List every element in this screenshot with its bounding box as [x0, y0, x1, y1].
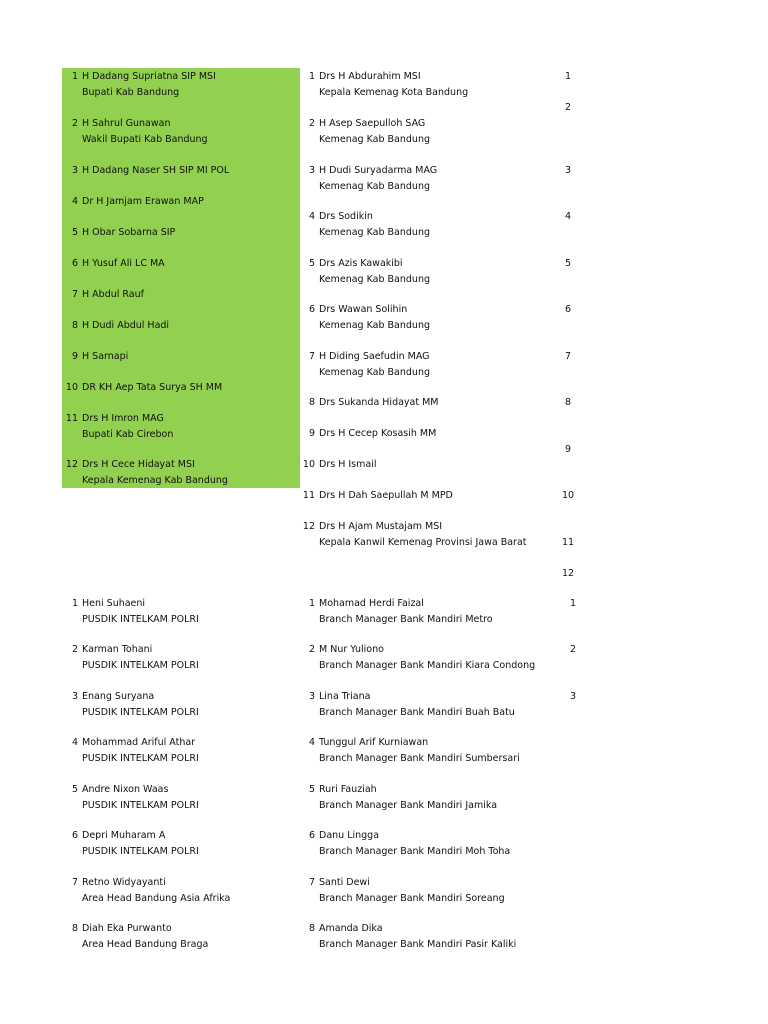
entry-title: PUSDIK INTELKAM POLRI — [82, 846, 199, 857]
entry-name: H Obar Sobarna SIP — [82, 227, 176, 238]
entry-title: Kemenag Kab Bandung — [319, 134, 430, 145]
entry-name: Karman Tohani — [82, 644, 153, 655]
entry-name: Danu Lingga — [319, 830, 380, 841]
column-number: 2 — [564, 102, 572, 113]
entry-name: H Dadang Supriatna SIP MSI — [82, 71, 216, 82]
column-number: 7 — [564, 351, 572, 362]
column-number: 3 — [569, 691, 577, 702]
entry-number: 10 — [302, 459, 315, 470]
entry-number: 1 — [308, 598, 315, 609]
entry-title: Branch Manager Bank Mandiri Pasir Kaliki — [319, 939, 517, 950]
entry-title: Branch Manager Bank Mandiri Jamika — [319, 800, 498, 811]
entry-number: 4 — [308, 211, 315, 222]
entry-name: H Dudi Abdul Hadi — [82, 320, 170, 331]
entry-title: Branch Manager Bank Mandiri Soreang — [319, 893, 505, 904]
entry-title: Area Head Bandung Asia Afrika — [82, 893, 231, 904]
entry-name: Drs H Cecep Kosasih MM — [319, 428, 437, 439]
entry-number: 4 — [71, 737, 78, 748]
entry-name: Lina Triana — [319, 691, 371, 702]
entry-number: 4 — [71, 196, 78, 207]
entry-name: Ruri Fauziah — [319, 784, 377, 795]
entry-title: Kepala Kemenag Kab Bandung — [82, 475, 228, 486]
entry-number: 10 — [65, 382, 78, 393]
entry-name: Santi Dewi — [319, 877, 370, 888]
entry-number: 8 — [71, 923, 78, 934]
entry-number: 9 — [71, 351, 78, 362]
entry-name: Depri Muharam A — [82, 830, 166, 841]
entry-number: 2 — [308, 644, 315, 655]
entry-title: Kemenag Kab Bandung — [319, 274, 430, 285]
column-number: 5 — [564, 258, 572, 269]
entry-number: 9 — [308, 428, 315, 439]
entry-name: M Nur Yuliono — [319, 644, 384, 655]
column-number: 3 — [564, 165, 572, 176]
entry-number: 5 — [308, 784, 315, 795]
entry-number: 8 — [308, 923, 315, 934]
column-number: 6 — [564, 304, 572, 315]
entry-name: Drs H Ismail — [319, 459, 377, 470]
entry-name: Drs H Ajam Mustajam MSI — [319, 521, 443, 532]
entry-number: 7 — [308, 351, 315, 362]
entry-number: 7 — [71, 877, 78, 888]
entry-name: Diah Eka Purwanto — [82, 923, 172, 934]
column-number: 1 — [569, 598, 577, 609]
entry-name: H Dadang Naser SH SIP MI POL — [82, 165, 230, 176]
entry-name: Heni Suhaeni — [82, 598, 146, 609]
entry-title: Bupati Kab Bandung — [82, 87, 180, 98]
entry-number: 3 — [308, 165, 315, 176]
entry-name: Retno Widyayanti — [82, 877, 166, 888]
entry-title: Branch Manager Bank Mandiri Buah Batu — [319, 707, 515, 718]
entry-name: Drs H Cece Hidayat MSI — [82, 459, 195, 470]
entry-number: 3 — [71, 691, 78, 702]
entry-name: H Sarnapi — [82, 351, 129, 362]
entry-title: Kepala Kemenag Kota Bandung — [319, 87, 469, 98]
entry-title: PUSDIK INTELKAM POLRI — [82, 660, 199, 671]
entry-name: Drs H Imron MAG — [82, 413, 164, 424]
entry-name: DR KH Aep Tata Surya SH MM — [82, 382, 223, 393]
entry-number: 6 — [71, 258, 78, 269]
entry-number: 5 — [71, 227, 78, 238]
entry-name: Drs H Abdurahim MSI — [319, 71, 421, 82]
entry-name: Drs H Dah Saepullah M MPD — [319, 490, 453, 501]
entry-number: 12 — [302, 521, 315, 532]
entry-title: Kemenag Kab Bandung — [319, 367, 430, 378]
entry-number: 3 — [71, 165, 78, 176]
entry-number: 2 — [71, 118, 78, 129]
entry-number: 1 — [308, 71, 315, 82]
entry-number: 11 — [302, 490, 315, 501]
entry-title: Branch Manager Bank Mandiri Metro — [319, 614, 493, 625]
entry-title: Branch Manager Bank Mandiri Kiara Condong — [319, 660, 536, 671]
entry-number: 7 — [71, 289, 78, 300]
column-number: 8 — [564, 397, 572, 408]
entry-title: PUSDIK INTELKAM POLRI — [82, 753, 199, 764]
entry-title: Kemenag Kab Bandung — [319, 227, 430, 238]
entry-title: Kepala Kanwil Kemenag Provinsi Jawa Barat — [319, 537, 527, 548]
entry-name: Mohammad Ariful Athar — [82, 737, 196, 748]
entry-number: 6 — [71, 830, 78, 841]
entry-title: PUSDIK INTELKAM POLRI — [82, 707, 199, 718]
entry-name: H Yusuf Ali LC MA — [82, 258, 165, 269]
entry-number: 11 — [65, 413, 78, 424]
entry-name: Enang Suryana — [82, 691, 155, 702]
entry-number: 6 — [308, 830, 315, 841]
entry-title: Branch Manager Bank Mandiri Moh Toha — [319, 846, 511, 857]
entry-name: H Sahrul Gunawan — [82, 118, 171, 129]
column-number: 4 — [564, 211, 572, 222]
entry-name: Dr H Jamjam Erawan MAP — [82, 196, 204, 207]
entry-name: H Asep Saepulloh SAG — [319, 118, 426, 129]
entry-number: 4 — [308, 737, 315, 748]
entry-name: Andre Nixon Waas — [82, 784, 169, 795]
entry-number: 5 — [71, 784, 78, 795]
entry-title: Branch Manager Bank Mandiri Sumbersari — [319, 753, 520, 764]
entry-number: 3 — [308, 691, 315, 702]
entry-title: Bupati Kab Cirebon — [82, 429, 174, 440]
column-number: 2 — [569, 644, 577, 655]
entry-number: 7 — [308, 877, 315, 888]
entry-name: Amanda Dika — [319, 923, 383, 934]
column-number: 1 — [564, 71, 572, 82]
entry-number: 8 — [308, 397, 315, 408]
entry-number: 2 — [308, 118, 315, 129]
entry-title: Wakil Bupati Kab Bandung — [82, 134, 208, 145]
entry-number: 1 — [71, 71, 78, 82]
entry-name: Mohamad Herdi Faizal — [319, 598, 424, 609]
entry-name: Drs Azis Kawakibi — [319, 258, 403, 269]
entry-title: Area Head Bandung Braga — [82, 939, 209, 950]
entry-number: 5 — [308, 258, 315, 269]
entry-name: Tunggul Arif Kurniawan — [319, 737, 429, 748]
column-number: 10 — [561, 490, 575, 501]
entry-name: H Abdul Rauf — [82, 289, 144, 300]
entry-number: 1 — [71, 598, 78, 609]
entry-number: 8 — [71, 320, 78, 331]
entry-name: Drs Wawan Solihin — [319, 304, 408, 315]
entry-name: Drs Sodikin — [319, 211, 373, 222]
column-number: 11 — [561, 537, 575, 548]
column-number: 9 — [564, 444, 572, 455]
entry-title: PUSDIK INTELKAM POLRI — [82, 614, 199, 625]
entry-name: H Diding Saefudin MAG — [319, 351, 430, 362]
entry-title: Kemenag Kab Bandung — [319, 320, 430, 331]
entry-number: 6 — [308, 304, 315, 315]
entry-title: Kemenag Kab Bandung — [319, 181, 430, 192]
entry-name: H Dudi Suryadarma MAG — [319, 165, 438, 176]
entry-number: 12 — [65, 459, 78, 470]
entry-title: PUSDIK INTELKAM POLRI — [82, 800, 199, 811]
column-number: 12 — [561, 568, 575, 579]
entry-name: Drs Sukanda Hidayat MM — [319, 397, 439, 408]
entry-number: 2 — [71, 644, 78, 655]
